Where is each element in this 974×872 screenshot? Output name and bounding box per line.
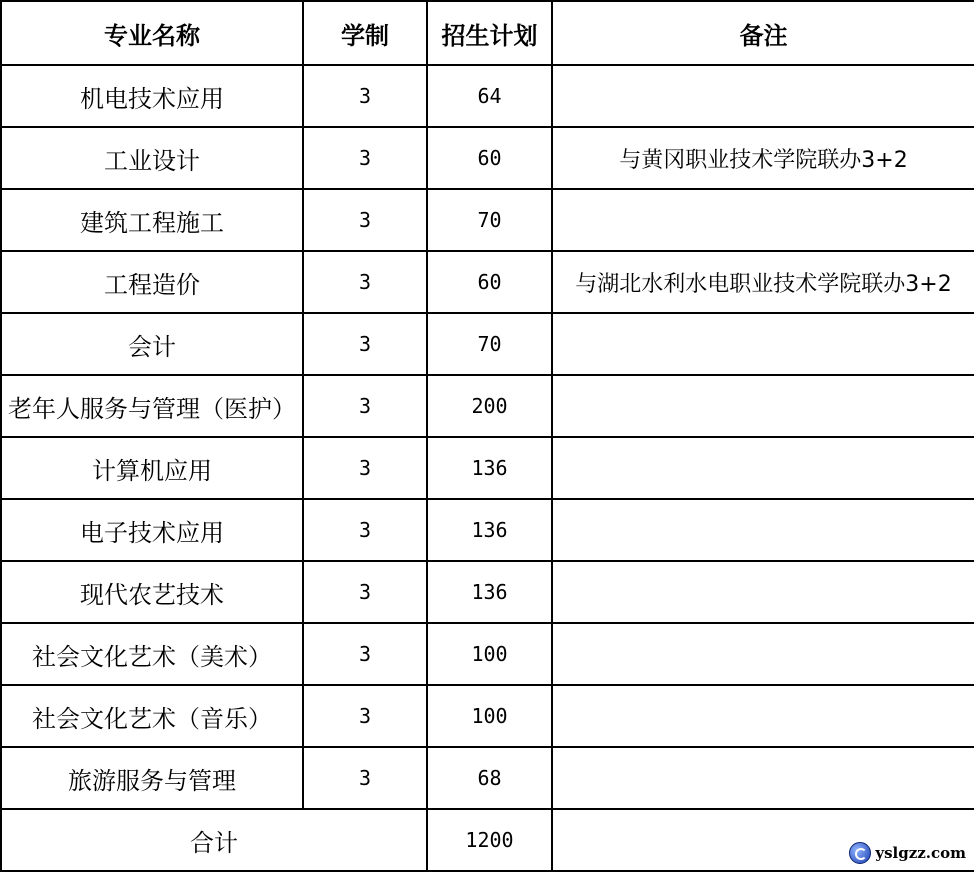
plan-cell: 60 [427,251,552,313]
total-row [1,809,974,871]
plan-cell: 136 [427,437,552,499]
major-name-cell: 工业设计 [1,127,303,189]
site-logo-icon [849,842,871,864]
duration-cell: 3 [303,561,427,623]
remarks-cell [552,437,974,499]
remarks-cell [552,499,974,561]
plan-cell: 100 [427,623,552,685]
major-name-cell: 机电技术应用 [1,65,303,127]
duration-cell: 3 [303,747,427,809]
remarks-cell [552,747,974,809]
major-name-cell: 计算机应用 [1,437,303,499]
table-row [1,65,974,127]
table-row [1,127,974,189]
plan-cell: 100 [427,685,552,747]
major-name-cell: 现代农艺技术 [1,561,303,623]
plan-cell: 136 [427,499,552,561]
duration-cell: 3 [303,127,427,189]
table-row [1,437,974,499]
remarks-cell [552,685,974,747]
duration-cell: 3 [303,499,427,561]
table-row [1,623,974,685]
table-row [1,499,974,561]
major-name-cell: 电子技术应用 [1,499,303,561]
remarks-cell [552,313,974,375]
remarks-cell: 与湖北水利水电职业技术学院联办3+2 [552,251,974,313]
major-name-cell: 旅游服务与管理 [1,747,303,809]
major-name-cell: 社会文化艺术（美术） [1,623,303,685]
major-name-cell: 工程造价 [1,251,303,313]
header-enrollment-plan: 招生计划 [427,1,552,65]
remarks-cell [552,623,974,685]
site-watermark [847,842,968,864]
total-plan-cell: 1200 [427,809,552,871]
duration-cell: 3 [303,251,427,313]
duration-cell: 3 [303,437,427,499]
table-row [1,251,974,313]
duration-cell: 3 [303,623,427,685]
major-name-cell: 会计 [1,313,303,375]
plan-cell: 60 [427,127,552,189]
remarks-cell: 与黄冈职业技术学院联办3+2 [552,127,974,189]
remarks-cell [552,375,974,437]
table-row [1,685,974,747]
duration-cell: 3 [303,685,427,747]
major-name-cell: 建筑工程施工 [1,189,303,251]
duration-cell: 3 [303,313,427,375]
table-row [1,313,974,375]
table-row [1,561,974,623]
major-name-cell: 社会文化艺术（音乐） [1,685,303,747]
table-row [1,375,974,437]
plan-cell: 200 [427,375,552,437]
total-label-cell: 合计 [1,809,427,871]
header-major-name: 专业名称 [1,1,303,65]
header-duration: 学制 [303,1,427,65]
plan-cell: 70 [427,189,552,251]
plan-cell: 136 [427,561,552,623]
plan-cell: 68 [427,747,552,809]
plan-cell: 70 [427,313,552,375]
plan-cell: 64 [427,65,552,127]
duration-cell: 3 [303,375,427,437]
duration-cell: 3 [303,189,427,251]
remarks-cell [552,189,974,251]
table-header-row [1,1,974,65]
remarks-cell [552,65,974,127]
watermark-text: yslgzz.com [875,844,966,862]
major-name-cell: 老年人服务与管理（医护） [1,375,303,437]
table-row [1,189,974,251]
header-remarks: 备注 [552,1,974,65]
remarks-cell [552,561,974,623]
table-row [1,747,974,809]
duration-cell: 3 [303,65,427,127]
